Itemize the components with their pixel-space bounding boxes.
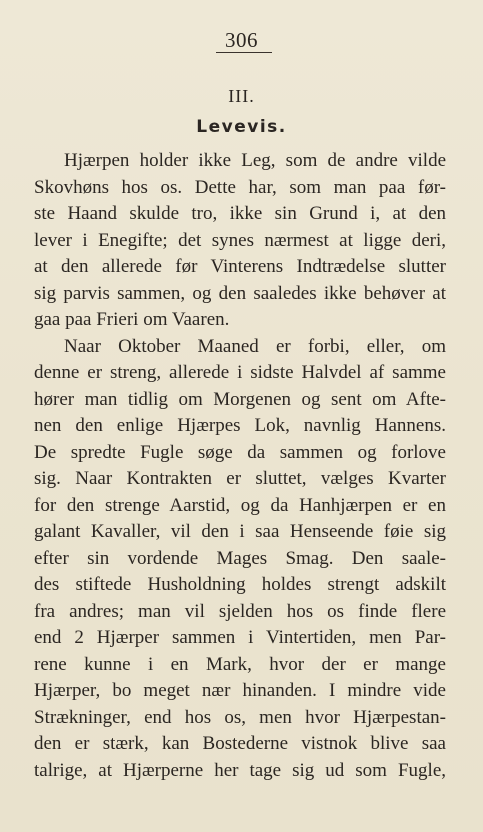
text-line: galant Kavaller, vil den i saa Henseende føie sig	[34, 521, 446, 542]
text-line: gaa paa Frieri om Vaaren.	[34, 309, 230, 330]
text-line: fra andres; man vil sjelden hos os finde flere	[34, 600, 446, 622]
text-line: sig parvis sammen, og den saaledes ikke behøver at	[34, 282, 446, 304]
text-line: rene kunne i en Mark, hvor der er mange	[34, 653, 446, 675]
text-line: Skovhøns hos os. Dette har, som man paa før-	[34, 176, 446, 198]
text-line: talrige, at Hjærperne her tage sig ud som Fugle,	[34, 759, 446, 781]
text-line: for den strenge Aarstid, og da Hanhjærpen er en	[34, 494, 446, 516]
body-text	[34, 148, 446, 784]
text-line: lever i Enegifte; det synes nærmest at ligge deri,	[34, 229, 446, 251]
text-line: end 2 Hjærper sammen i Vintertiden, men Par-	[34, 627, 446, 648]
text-line: hører man tidlig om Morgenen og sent om Afte-	[34, 388, 446, 410]
text-line: Hjærper, bo meget nær hinanden. I mindre vide	[34, 680, 446, 701]
text-line: des stiftede Husholdning holdes strengt adskilt	[34, 574, 446, 595]
text-line: nen den enlige Hjærpes Lok, navnlig Hannens.	[34, 415, 446, 436]
chapter-title: Levevis.	[196, 117, 287, 137]
chapter-number: III.	[228, 86, 255, 106]
page-number-rule	[216, 52, 272, 53]
text-line: De spredte Fugle søge da sammen og forlove	[34, 441, 446, 463]
text-line: efter sin vordende Mages Smag. Den saale-	[34, 547, 446, 569]
text-line: Naar Oktober Maaned er forbi, eller, om	[64, 335, 446, 357]
text-line: den er stærk, kan Bostederne vistnok blive saa	[34, 733, 446, 754]
text-line: Hjærpen holder ikke Leg, som de andre vilde	[64, 150, 446, 171]
text-line: at den allerede før Vinterens Indtrædelse slutter	[34, 256, 446, 277]
text-line: ste Haand skulde tro, ikke sin Grund i, at den	[34, 203, 446, 224]
page-number: 306	[225, 28, 258, 52]
text-line: denne er streng, allerede i sidste Halvdel af samme	[34, 362, 446, 383]
text-line: Strækninger, end hos os, men hvor Hjærpestan-	[34, 706, 446, 728]
text-line: sig. Naar Kontrakten er sluttet, vælges Kvarter	[34, 468, 446, 489]
